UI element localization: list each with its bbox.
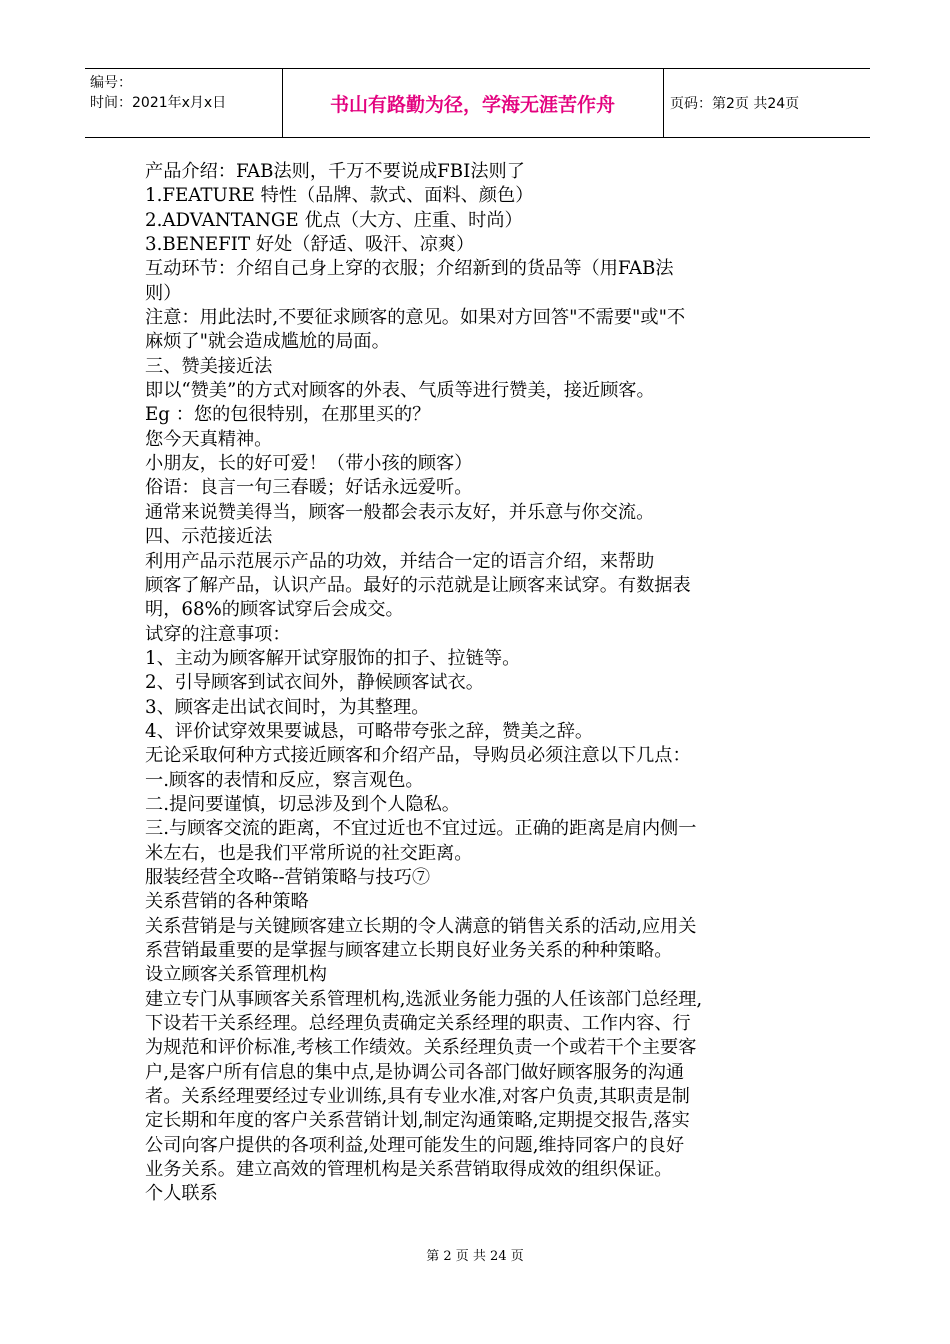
list-item: 三.与顾客交流的距离，不宜过近也不宜过远。正确的距离是肩内侧一 <box>145 818 697 840</box>
body-line: 系营销最重要的是掌握与顾客建立长期良好业务关系的种种策略。 <box>145 940 673 961</box>
list-item: 二.提问要谨慎，切忌涉及到个人隐私。 <box>145 793 460 815</box>
page-footer: 第 2 页 共 24 页 <box>426 1249 524 1264</box>
section-heading: 关系营销的各种策略 <box>145 891 309 913</box>
list-item: 3、顾客走出试衣间时，为其整理。 <box>145 696 430 718</box>
body-line: 建立专门从事顾客关系管理机构,选派业务能力强的人任该部门总经理, <box>145 988 703 1010</box>
body-line: 明，68%的顾客试穿后会成交。 <box>145 599 404 621</box>
body-line: 通常来说赞美得当，顾客一般都会表示友好，并乐意与你交流。 <box>145 501 655 523</box>
body-line: 米左右，也是我们平常所说的社交距离。 <box>145 842 473 864</box>
body-line: 麻烦了"就会造成尴尬的局面。 <box>145 331 390 353</box>
body-line: 者。关系经理要经过专业训练,具有专业水准,对客户负责,其职责是制 <box>145 1086 690 1108</box>
body-line: 1.FEATURE 特性（品牌、款式、面料、颜色） <box>145 185 534 207</box>
body-line: 下设若干关系经理。总经理负责确定关系经理的职责、工作内容、行 <box>145 1013 691 1035</box>
header-meta <box>90 73 226 113</box>
section-heading: 服装经营全攻略--营销策略与技巧⑦ <box>145 866 431 888</box>
body-line: 注意：用此法时,不要征求顾客的意见。如果对方回答"不需要"或"不 <box>145 307 686 329</box>
doc-number-label: 编号： <box>90 75 132 91</box>
body-line: 试穿的注意事项： <box>145 623 291 645</box>
body-line: 即以“赞美”的方式对顾客的外表、气质等进行赞美，接近顾客。 <box>145 380 655 402</box>
list-item: 4、评价试穿效果要诚恳，可略带夸张之辞，赞美之辞。 <box>145 720 594 742</box>
body-line: 关系营销是与关键顾客建立长期的令人满意的销售关系的活动,应用关 <box>145 915 697 937</box>
body-line: 无论采取何种方式接近顾客和介绍产品，导购员必须注意以下几点： <box>145 745 691 767</box>
page-header <box>85 68 870 138</box>
header-divider-right <box>663 69 664 137</box>
section-heading: 四、示范接近法 <box>145 526 273 548</box>
body-line: 2.ADVANTANGE 优点（大方、庄重、时尚） <box>145 209 523 231</box>
body-line: 定长期和年度的客户关系营销计划,制定沟通策略,定期提交报告,落实 <box>145 1110 690 1132</box>
body-line: 利用产品示范展示产品的功效，并结合一定的语言介绍，来帮助 <box>145 550 655 572</box>
body-line: 产品介绍：FAB法则，千万不要说成FBI法则了 <box>145 161 525 182</box>
body-line: 互动环节：介绍自己身上穿的衣服；介绍新到的货品等（用FAB法 <box>145 258 674 280</box>
list-item: 2、引导顾客到试衣间外，静候顾客试衣。 <box>145 672 484 694</box>
body-line: 业务关系。建立高效的管理机构是关系营销取得成效的组织保证。 <box>145 1159 673 1181</box>
date-label: 时间：2021年x月x日 <box>90 95 227 111</box>
body-line: 小朋友，长的好可爱！（带小孩的顾客） <box>145 453 473 475</box>
section-heading: 设立顾客关系管理机构 <box>145 964 327 986</box>
list-item: 1、主动为顾客解开试穿服饰的扣子、拉链等。 <box>145 647 521 669</box>
body-line: Eg ：您的包很特别，在那里买的？ <box>145 404 431 426</box>
body-line: 公司向客户提供的各项利益,处理可能发生的问题,维持同客户的良好 <box>145 1134 685 1156</box>
body-line: 则） <box>145 282 182 304</box>
header-motto: 书山有路勤为径，学海无涯苦作舟 <box>329 93 615 116</box>
body-line: 您今天真精神。 <box>145 428 273 450</box>
body-line: 户,是客户所有信息的集中点,是协调公司各部门做好顾客服务的沟通 <box>145 1061 685 1083</box>
section-heading: 三、赞美接近法 <box>145 355 273 377</box>
body-line: 3.BENEFIT 好处（舒适、吸汗、凉爽） <box>145 234 475 256</box>
section-heading: 个人联系 <box>145 1183 218 1205</box>
header-page-number: 页码：第2页 共24页 <box>670 96 800 112</box>
body-line: 俗语：良言一句三春暖；好话永远爱听。 <box>145 477 473 499</box>
document-body <box>145 160 815 1207</box>
body-line: 为规范和评价标准,考核工作绩效。关系经理负责一个或若干个主要客 <box>145 1037 697 1059</box>
list-item: 一.顾客的表情和反应，察言观色。 <box>145 769 424 791</box>
body-line: 顾客了解产品，认识产品。最好的示范就是让顾客来试穿。有数据表 <box>145 574 691 596</box>
